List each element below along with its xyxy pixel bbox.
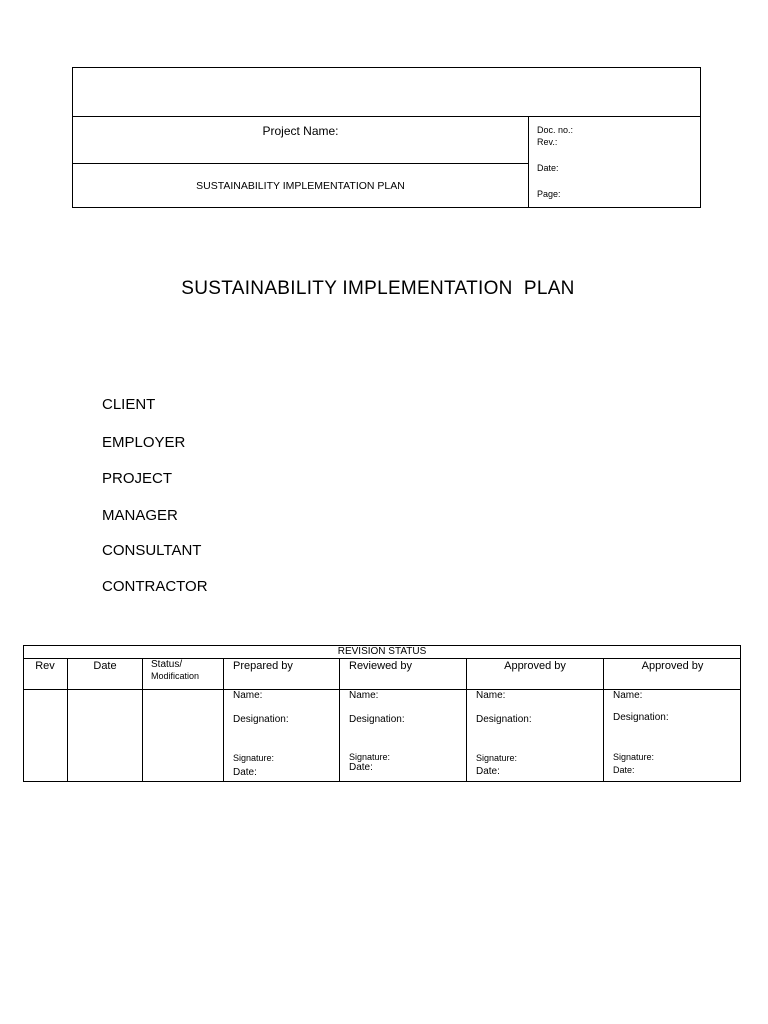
- header-approved-by-1: Approved by: [504, 660, 566, 672]
- party-project: PROJECT: [102, 470, 173, 487]
- party-employer: EMPLOYER: [102, 434, 186, 451]
- project-name-label: Project Name:: [262, 124, 339, 138]
- prepared-date-label: Date:: [233, 767, 257, 778]
- reviewed-designation-label: Designation:: [349, 714, 405, 725]
- header-date: Date: [93, 660, 117, 672]
- page-label: Page:: [537, 189, 561, 199]
- revision-title-divider: [23, 658, 741, 659]
- doc-no-label: Doc. no.:: [537, 125, 574, 135]
- col-divider: [466, 658, 467, 782]
- document-title: SUSTAINABILITY IMPLEMENTATION PLAN: [181, 278, 575, 299]
- approved2-name-label: Name:: [613, 690, 643, 701]
- header-approved-by-2: Approved by: [641, 660, 704, 672]
- col-divider: [142, 658, 143, 782]
- revision-status-title: REVISION STATUS: [337, 646, 427, 657]
- rev-label: Rev.:: [537, 137, 558, 147]
- party-manager: MANAGER: [102, 507, 178, 524]
- col-divider: [223, 658, 224, 782]
- date-label: Date:: [537, 163, 559, 173]
- party-client: CLIENT: [102, 396, 156, 413]
- approved1-signature-label: Signature:: [476, 753, 518, 763]
- col-divider: [67, 658, 68, 782]
- party-consultant: CONSULTANT: [102, 542, 202, 559]
- reviewed-date-label: Date:: [349, 762, 373, 773]
- prepared-signature-label: Signature:: [233, 753, 275, 763]
- prepared-designation-label: Designation:: [233, 714, 289, 725]
- prepared-name-label: Name:: [233, 690, 263, 701]
- approved2-date-label: Date:: [613, 765, 635, 775]
- header-status: Status/: [151, 659, 183, 670]
- approved1-name-label: Name:: [476, 690, 506, 701]
- header-rev: Rev: [35, 660, 55, 672]
- col-divider: [339, 658, 340, 782]
- header-plan-title: SUSTAINABILITY IMPLEMENTATION PLAN: [196, 180, 405, 192]
- header-reviewed-by: Reviewed by: [349, 660, 412, 672]
- approved1-designation-label: Designation:: [476, 714, 532, 725]
- approved2-designation-label: Designation:: [613, 712, 669, 723]
- header-prepared-by: Prepared by: [233, 660, 293, 672]
- header-modification: Modification: [151, 671, 200, 681]
- party-contractor: CONTRACTOR: [102, 578, 208, 595]
- header-divider-horizontal: [72, 116, 701, 117]
- header-divider-project-name: [72, 163, 529, 164]
- reviewed-signature-label: Signature:: [349, 752, 391, 762]
- approved1-date-label: Date:: [476, 766, 500, 777]
- reviewed-name-label: Name:: [349, 690, 379, 701]
- col-divider: [603, 658, 604, 782]
- approved2-signature-label: Signature:: [613, 752, 655, 762]
